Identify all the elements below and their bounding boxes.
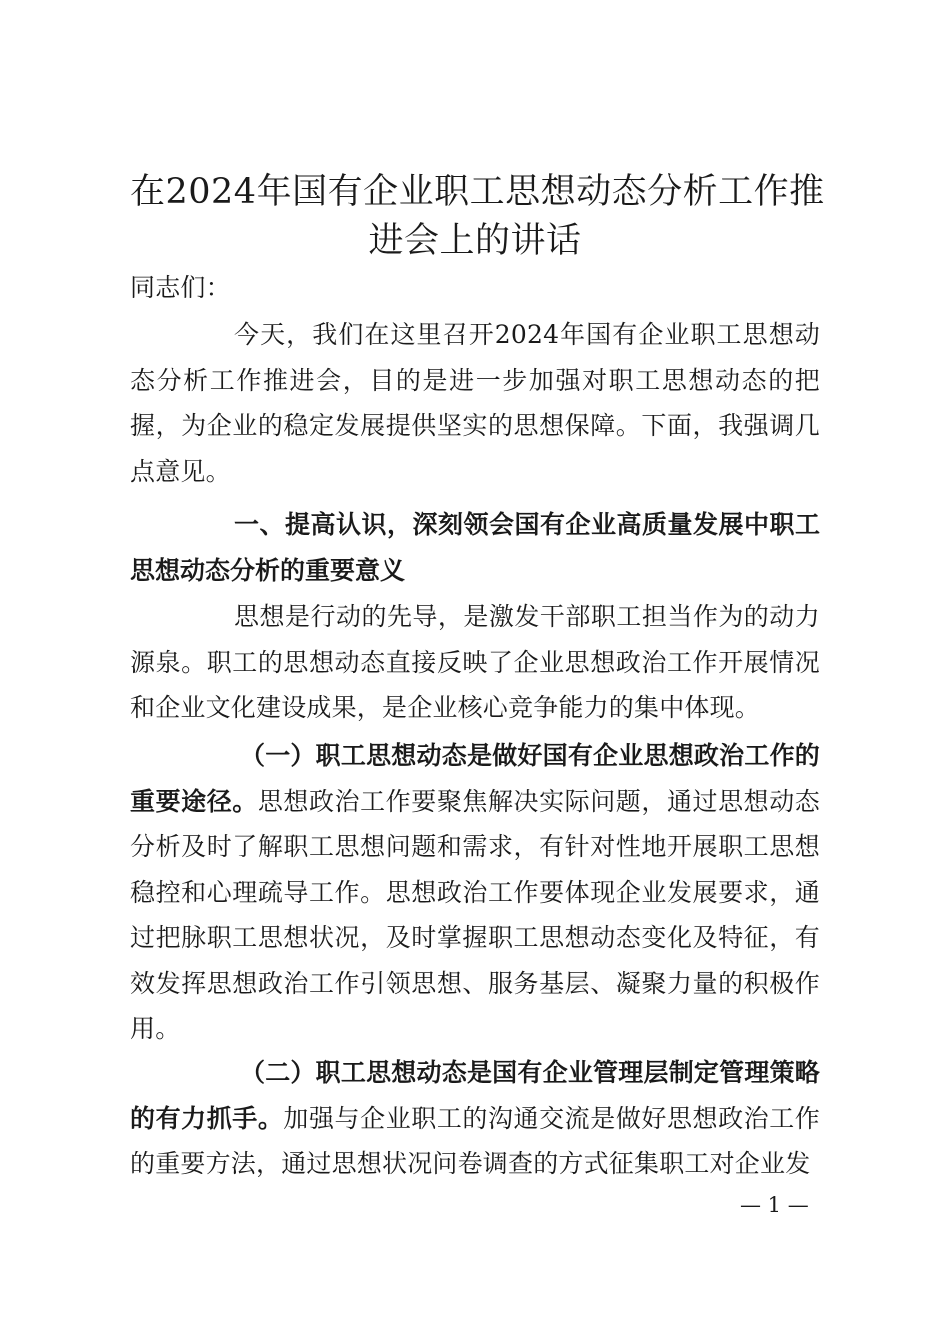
section-1-paragraph: 思想是行动的先导，是激发干部职工担当作为的动力源泉。职工的思想动态直接反映了企业思想政治工作开展情况和企业文化建设成果，是企业核心竞争能力的集中体现。 <box>130 602 820 722</box>
document-title <box>130 168 825 266</box>
subsection-2-paragraph <box>130 1050 820 1187</box>
intro-paragraph: 今天，我们在这里召开2024年国有企业职工思想动态分析工作推进会，目的是进一步加强对职工思想动态的把握，为企业的稳定发展提供坚实的思想保障。下面，我强调几点意见。 <box>130 320 820 486</box>
section-1-heading: 一、提高认识，深刻领会国有企业高质量发展中职工思想动态分析的重要意义 <box>130 510 820 585</box>
subsection-1-body: 思想政治工作要聚焦解决实际问题，通过思想动态分析及时了解职工思想问题和需求，有针对性地开展职工思想稳控和心理疏导工作。思想政治工作要体现企业发展要求，通过把脉职工思想状况，及时掌握职工思想动态变化及特征，有效发挥思想政治工作引领思想、服务基层、凝聚力量的积极作用。 <box>130 786 820 1043</box>
subsection-1-paragraph <box>130 733 820 1052</box>
page-number: — 1 — <box>740 1193 809 1217</box>
subsection-2-lead: （二）职工思想动态是国有企业管理层制定管理策略的有力抓手。 <box>130 1058 820 1133</box>
subsection-1-lead: （一）职工思想动态是做好国有企业思想政治工作的重要途径。 <box>130 741 820 816</box>
greeting: 同志们： <box>130 273 231 302</box>
subsection-2-body: 加强与企业职工的沟通交流是做好思想政治工作的重要方法，通过思想状况问卷调查的方式征集职工对企业发 <box>130 1103 821 1178</box>
title-line-1: 在2024年国有企业职工思想动态分析工作推 <box>130 172 825 212</box>
title-line-2: 进会上的讲话 <box>368 221 582 261</box>
